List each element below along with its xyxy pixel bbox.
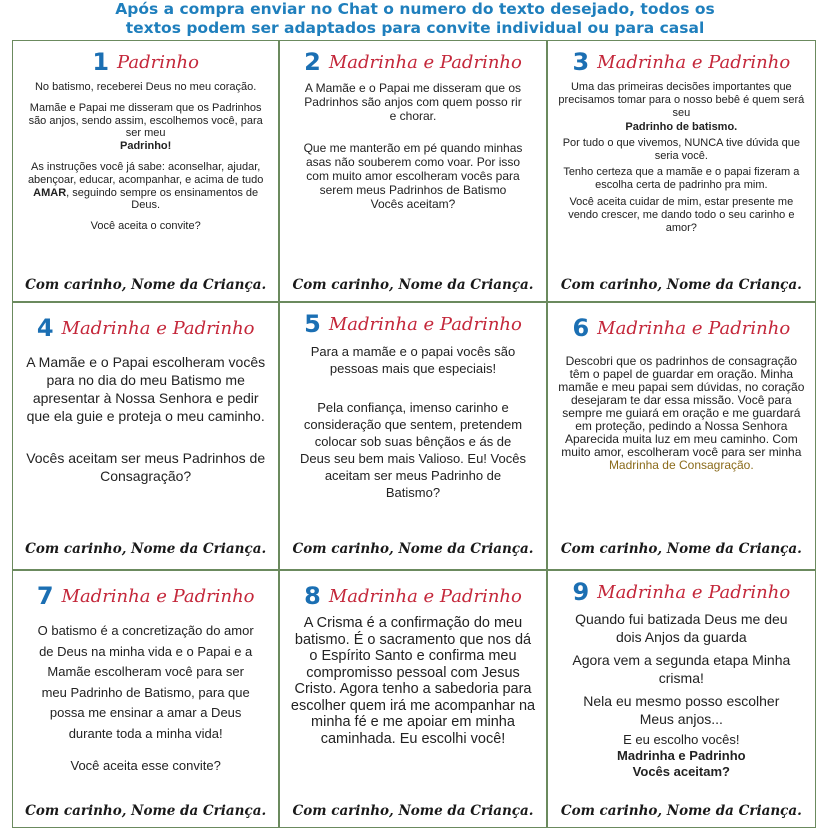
- card-number: 5: [304, 310, 321, 338]
- card-body: [13, 343, 278, 485]
- card-paragraph: A Crisma é a confirmação do meu batismo. É o sacramento que nos dá o Espírito Santo e confirma meu compromisso pessoal com Jesus Cristo. Agora tenho a sabedoria para escolher quem irá me acompanhar na minha fé e me apoiar em minha caminhada. Eu escolhi você!: [290, 615, 536, 747]
- card-number: 1: [92, 48, 110, 76]
- card-body: [548, 77, 815, 235]
- card-signature: Com carinho, Nome da Criança.: [25, 541, 267, 557]
- card-paragraph: Você aceita o convite?: [90, 220, 201, 233]
- card-signature: Com carinho, Nome da Criança.: [560, 803, 802, 819]
- card-header: [13, 47, 278, 77]
- card-paragraph: Quando fui batizada Deus me deu dois Anjos da guarda: [575, 611, 788, 645]
- card-paragraph: Mamãe e Papai me disseram que os Padrinhos são anjos, sendo assim, escolhemos você, para ser meu Padrinho!: [28, 101, 263, 153]
- card-paragraph: A Mamãe e o Papai me disseram que os Padrinhos são anjos com quem posso rir e chorar.: [304, 81, 522, 123]
- card-signature: Com carinho, Nome da Criança.: [25, 803, 267, 819]
- card-header: [280, 309, 545, 339]
- card-header: [548, 47, 815, 77]
- card-header: [548, 577, 815, 607]
- card-signature: Com carinho, Nome da Criança.: [292, 541, 534, 557]
- card-paragraph: Descobri que os padrinhos de consagração têm o papel de guardar em oração. Minha mamãe e meu papai sem dúvidas, no coração desejaram te dar essa missão. Você para sempre me guiará em oração e me guardará em proteção, pedindo a Nossa Senhora Aparecida muita luz em meu caminho. Com muito amor, escolheram você para ser minha Madrinha de Consagração.: [558, 354, 805, 472]
- card-paragraph: Você aceita cuidar de mim, estar presente me vendo crescer, me dando todo o seu carinho e amor?: [568, 195, 795, 235]
- card-paragraph: Que me manterão em pé quando minhas asas não souberem como voar. Por isso com muito amor escolheram vocês para serem meus Padrinhos de Batismo Vocês aceitam?: [303, 141, 523, 211]
- invitation-card-3: [548, 41, 815, 303]
- card-signature: Com carinho, Nome da Criança.: [25, 277, 267, 293]
- card-header: [548, 313, 815, 343]
- card-signature: Com carinho, Nome da Criança.: [560, 541, 802, 557]
- card-number: 9: [572, 578, 590, 606]
- card-paragraph: Tenho certeza que a mamãe e o papai fizeram a escolha certa de padrinho pra mim.: [563, 166, 800, 192]
- card-paragraph: Agora vem a segunda etapa Minha crisma!: [572, 652, 791, 686]
- card-paragraph: As instruções você já sabe: aconselhar, ajudar, abençoar, educar, acompanhar, e acima de tudo AMAR, seguindo sempre os ensinamentos de Deus.: [27, 160, 264, 212]
- card-number: 6: [572, 314, 590, 342]
- card-header: [280, 47, 545, 77]
- invitation-card-5: [280, 303, 547, 571]
- card-number: 3: [572, 48, 590, 76]
- card-title: Madrinha e Padrinho: [328, 585, 522, 607]
- card-title: Madrinha e Padrinho: [61, 585, 255, 607]
- card-header: [13, 313, 278, 343]
- invitation-card-2: [280, 41, 547, 303]
- card-paragraph: Para a mamãe e o papai vocês são pessoas mais que especiais!: [310, 344, 516, 376]
- card-title: Padrinho: [117, 51, 199, 73]
- card-title: Madrinha e Padrinho: [597, 51, 791, 73]
- card-body: [13, 611, 278, 777]
- invitation-card-1: [13, 41, 280, 303]
- card-signature: Com carinho, Nome da Criança.: [292, 277, 534, 293]
- invitation-card-4: [13, 303, 280, 571]
- invitation-grid: [12, 40, 816, 828]
- card-signature: Com carinho, Nome da Criança.: [292, 803, 534, 819]
- header-line-1: Após a compra enviar no Chat o numero do texto desejado, todos os: [115, 0, 715, 18]
- card-paragraph: Nela eu mesmo posso escolher Meus anjos...: [583, 693, 780, 727]
- card-paragraph: O batismo é a concretização do amor de Deus na minha vida e o Papai e a Mamãe escolheram você para ser meu Padrinho de Batismo, para que possa me ensinar a amar a Deus durante toda a minha vida!: [37, 623, 254, 741]
- card-paragraph: Você aceita esse convite?: [70, 758, 221, 773]
- card-paragraph: A Mamãe e o Papai escolheram vocês para no dia do meu Batismo me apresentar à Nossa Senhora e pedir que ela guie e proteja o meu caminho.: [26, 354, 266, 424]
- card-paragraph: Uma das primeiras decisões importantes que precisamos tomar para o nosso bebê é quem será seu Padrinho de batismo.: [558, 81, 805, 133]
- card-number: 8: [304, 582, 321, 610]
- card-paragraph: Por tudo o que vivemos, NUNCA tive dúvida que seria você.: [562, 136, 800, 163]
- card-title: Madrinha e Padrinho: [597, 581, 791, 603]
- invitation-card-7: [13, 571, 280, 827]
- card-title: Madrinha e Padrinho: [597, 317, 791, 339]
- invitation-card-8: [280, 571, 547, 827]
- invitation-card-6: [548, 303, 815, 571]
- card-header: [280, 581, 545, 611]
- card-paragraph: E eu escolho vocês! Madrinha e Padrinho Vocês aceitam?: [617, 732, 746, 779]
- page-header: [0, 0, 830, 40]
- invitation-card-9: [548, 571, 815, 827]
- card-number: 4: [36, 314, 54, 342]
- card-paragraph: Pela confiança, imenso carinho e consideração que sentem, pretendem colocar sob suas bênçãos e ás de Deus seu bem mais Valioso. Eu! Vocês aceitam ser meus Padrinho de Batismo?: [300, 400, 526, 500]
- card-paragraph: Vocês aceitam ser meus Padrinhos de Consagração?: [26, 450, 266, 484]
- card-title: Madrinha e Padrinho: [328, 51, 522, 73]
- card-body: [548, 607, 815, 780]
- card-number: 2: [304, 48, 321, 76]
- card-number: 7: [36, 582, 54, 610]
- card-body: [548, 343, 815, 472]
- card-body: [280, 339, 545, 501]
- card-paragraph: No batismo, receberei Deus no meu coração.: [34, 81, 257, 93]
- header-line-2: textos podem ser adaptados para convite individual ou para casal: [125, 19, 705, 37]
- card-signature: Com carinho, Nome da Criança.: [560, 277, 802, 293]
- card-title: Madrinha e Padrinho: [328, 313, 522, 335]
- card-body: [280, 77, 545, 211]
- card-header: [13, 581, 278, 611]
- card-body: [280, 611, 545, 747]
- card-body: [13, 77, 278, 233]
- card-title: Madrinha e Padrinho: [61, 317, 255, 339]
